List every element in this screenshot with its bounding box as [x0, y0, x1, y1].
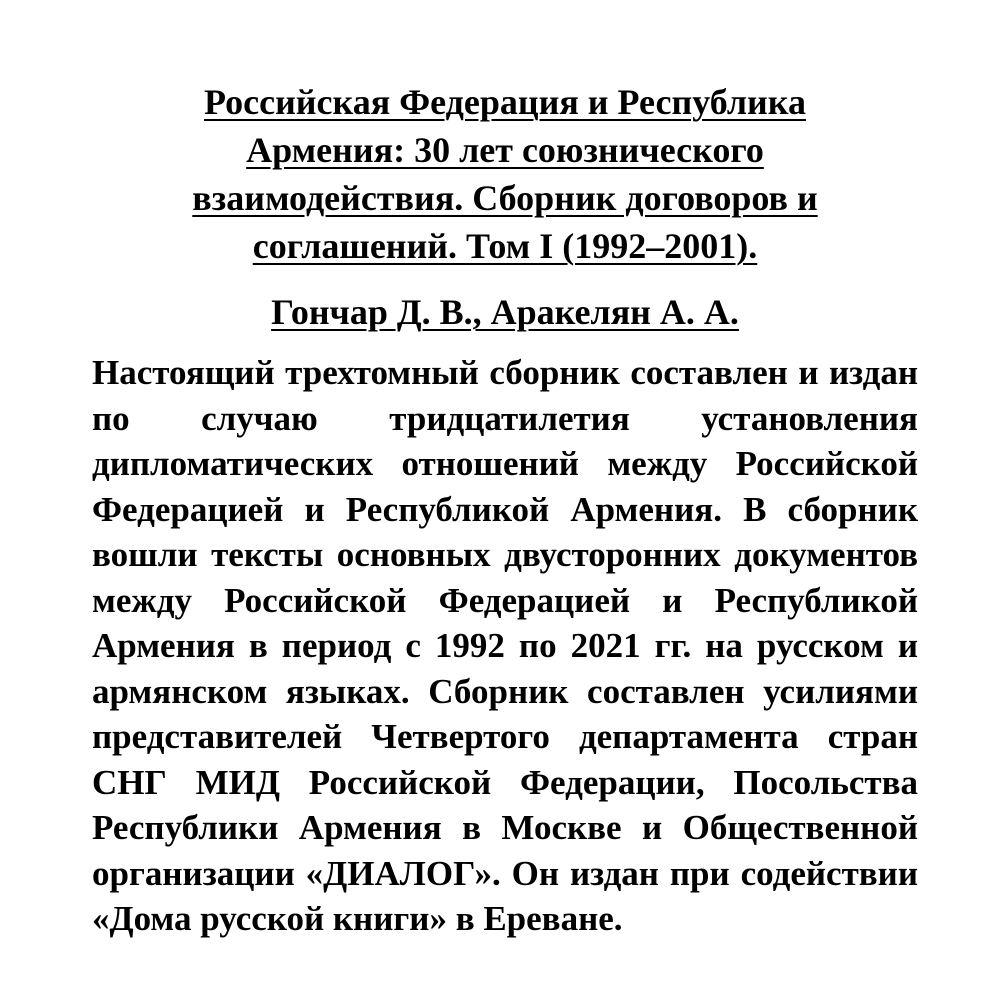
abstract-line: организации «ДИАЛОГ». Он издан при содействии	[92, 853, 918, 893]
abstract-line: представителей Четвертого департамента стран	[92, 717, 918, 756]
abstract-line: Армения в период с 1992 по 2021 гг. на русском и	[92, 626, 918, 665]
abstract-line: Настоящий трехтомный сборник составлен и издан	[92, 353, 918, 392]
abstract-line: СНГ МИД Российской Федерации, Посольства	[92, 762, 918, 802]
document-abstract	[92, 350, 918, 942]
title-line: Армения: 30 лет союзнического	[246, 130, 764, 170]
abstract-line: «Дома русской книги» в Ереване.	[92, 899, 623, 938]
abstract-line: вошли тексты основных двусторонних документов	[92, 535, 918, 574]
abstract-line: дипломатических отношений между Российской	[92, 444, 918, 483]
abstract-line: Федерацией и Республикой Армения. В сборник	[92, 489, 918, 529]
abstract-line: между Российской Федерацией и Республикой	[92, 580, 918, 620]
title-line: взаимодействия. Сборник договоров и	[192, 178, 818, 218]
title-line: Российская Федерация и Республика	[204, 82, 806, 122]
title-line: соглашений. Том I (1992–2001).	[252, 226, 758, 266]
authors-text: Гончар Д. В., Аракелян А. А.	[271, 292, 739, 332]
abstract-line: армянском языках. Сборник составлен усилиями	[92, 671, 918, 711]
document-title	[100, 78, 910, 270]
abstract-line: по случаю тридцатилетия установления	[92, 398, 918, 438]
abstract-line: Республики Армения в Москве и Общественной	[92, 808, 918, 847]
document-authors	[100, 288, 910, 336]
